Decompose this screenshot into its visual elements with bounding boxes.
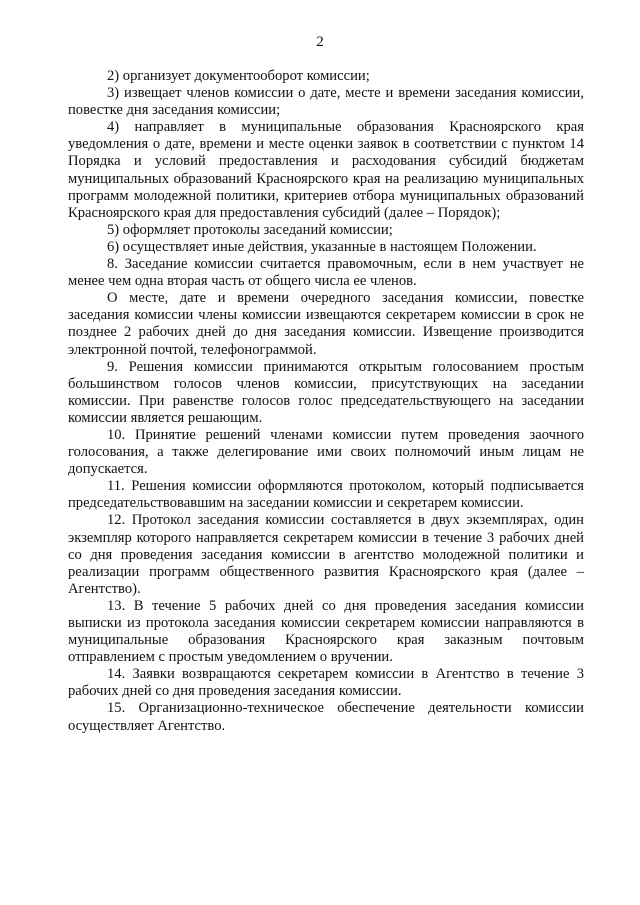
paragraph: 6) осуществляет иные действия, указанные в настоящем Положении. [107,238,537,255]
paragraph: О месте, дате и времени очередного заседания комиссии, повестке заседания комиссии члены комиссии извещаются секретарем комиссии в срок не позднее 2 рабочих дней до дня заседания комиссии. Извещение производится электронной почтой, телефонограммой. [68,290,584,358]
paragraph: 2) организует документооборот комиссии; [107,68,370,84]
paragraph: 12. Протокол заседания комиссии составляется в двух экземплярах, один экземпляр которого направляется секретарем комиссии в течение 3 рабочих дней со дня проведения заседания комиссии в агентство молодежной политики и реализации программ общественного развития Красноярского края (далее – Агентство). [68,512,584,597]
paragraph: 8. Заседание комиссии считается правомочным, если в нем участвует не менее чем одна вторая часть от общего числа ее членов. [68,256,584,290]
paragraph: 11. Решения комиссии оформляются протоколом, который подписывается председательствовавшим на заседании комиссии и секретарем комиссии. [68,478,584,512]
page-number: 2 [316,34,324,50]
paragraph: 15. Организационно-техническое обеспечение деятельности комиссии осуществляет Агентство. [68,700,584,734]
paragraph: 14. Заявки возвращаются секретарем комиссии в Агентство в течение 3 рабочих дней со дня проведения заседания комиссии. [68,666,584,700]
paragraph: 4) направляет в муниципальные образования Красноярского края уведомления о дате, времени и месте оценки заявок в соответствии с пунктом 14 Порядка и условий предоставления и расходования субсидий бюджетам муниципальных образований Красноярского края на реализацию муниципальных программ молодежной политики, критериев отбора муниципальных образований Красноярского края для предоставления субсидий (далее – Порядок); [68,119,584,221]
paragraph: 9. Решения комиссии принимаются открытым голосованием простым большинством голосов членов комиссии, присутствующих на заседании комиссии. При равенстве голосов голос председательствующего на заседании комиссии является решающим. [68,358,584,426]
paragraph: 10. Принятие решений членами комиссии путем проведения заочного голосования, а также делегирование ими своих полномочий иным лицам не допускается. [68,426,584,478]
paragraph: 5) оформляет протоколы заседаний комиссии; [107,221,393,238]
paragraph: 13. В течение 5 рабочих дней со дня проведения заседания комиссии выписки из протокола заседания комиссии секретарем комиссии направляются в муниципальные образования Красноярского края заказным почтовым отправлением с простым уведомлением о вручении. [68,597,584,666]
document-body [68,68,584,735]
paragraph: 3) извещает членов комиссии о дате, месте и времени заседания комиссии, повестке дня заседания комиссии; [68,85,584,119]
